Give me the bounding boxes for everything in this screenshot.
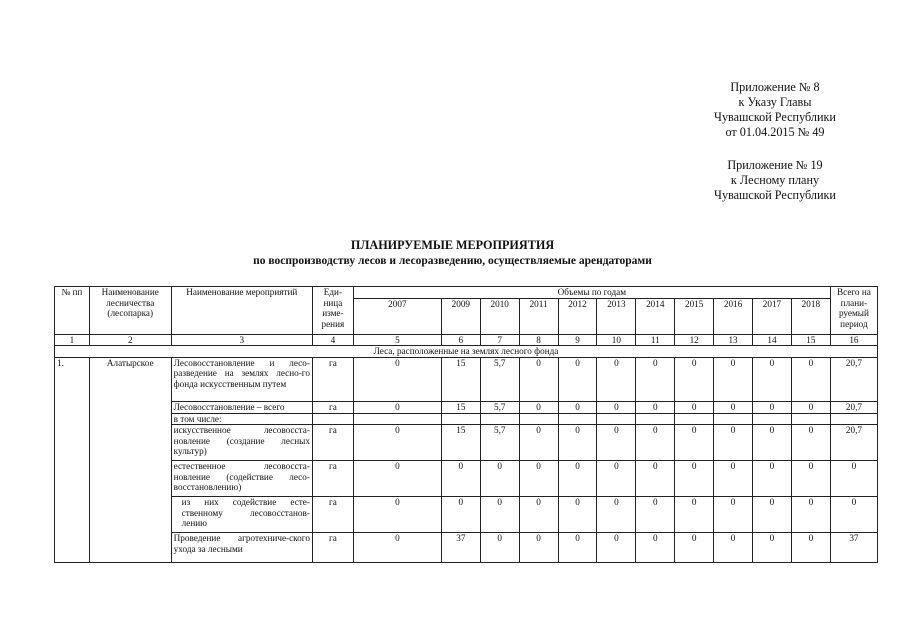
header-year: 2014	[636, 298, 675, 334]
value-cell: 0	[636, 401, 675, 413]
header-year: 2017	[753, 298, 792, 334]
value-cell	[675, 413, 714, 425]
column-number: 7	[480, 334, 519, 346]
total-cell: 0	[830, 461, 877, 497]
table-row	[55, 357, 878, 401]
total-cell: 20,7	[830, 357, 877, 401]
value-cell: 0	[519, 533, 558, 563]
unit-cell: га	[312, 357, 353, 401]
column-number: 2	[89, 334, 171, 346]
column-number: 15	[791, 334, 830, 346]
annex-upper-line4: от 01.04.2015 № 49	[725, 125, 825, 139]
value-cell: 0	[480, 461, 519, 497]
column-number: 4	[312, 334, 353, 346]
column-number: 1	[55, 334, 90, 346]
value-cell: 0	[480, 497, 519, 533]
column-number: 3	[171, 334, 312, 346]
column-number-row	[55, 334, 878, 346]
annex-upper	[640, 80, 905, 140]
value-cell: 0	[714, 497, 753, 533]
value-cell: 0	[636, 357, 675, 401]
header-year: 2012	[558, 298, 597, 334]
value-cell: 0	[791, 497, 830, 533]
value-cell: 0	[636, 461, 675, 497]
value-cell: 0	[519, 425, 558, 461]
annex-upper-line1: Приложение № 8	[730, 80, 820, 94]
header-total: Всего на плани-руемый период	[830, 287, 877, 335]
measure-name: Лесовосстановление и лесо-разведение на землях лесно-го фонда искусственным путем	[171, 357, 312, 401]
value-cell: 0	[353, 401, 441, 413]
value-cell: 0	[558, 357, 597, 401]
value-cell: 0	[791, 461, 830, 497]
measure-name: искусственное лесовосста-новление (создание лесных культур)	[171, 425, 312, 461]
column-number: 11	[636, 334, 675, 346]
value-cell: 0	[791, 425, 830, 461]
section-row	[55, 346, 878, 358]
annex-lower-line1: Приложение № 19	[727, 158, 823, 172]
header-no: № пп	[55, 287, 90, 335]
header-year: 2011	[519, 298, 558, 334]
data-rows	[55, 357, 878, 563]
column-number: 6	[441, 334, 480, 346]
value-cell: 0	[353, 497, 441, 533]
value-cell: 0	[441, 461, 480, 497]
value-cell: 0	[558, 401, 597, 413]
measure-name: в том числе:	[171, 413, 312, 425]
value-cell: 0	[597, 401, 636, 413]
forestry-name: Алатырское	[89, 357, 171, 563]
value-cell: 0	[636, 425, 675, 461]
header-unit: Еди-ница изме-рения	[312, 287, 353, 335]
value-cell	[753, 413, 792, 425]
annex-upper-line2: к Указу Главы	[738, 95, 812, 109]
measure-name: Лесовосстановление – всего	[171, 401, 312, 413]
header-year: 2016	[714, 298, 753, 334]
value-cell: 0	[441, 497, 480, 533]
unit-cell: га	[312, 401, 353, 413]
header-forestry: Наименование лесничества (лесопарка)	[89, 287, 171, 335]
value-cell: 0	[597, 533, 636, 563]
value-cell: 0	[753, 401, 792, 413]
header-row-1	[55, 287, 878, 299]
value-cell: 0	[597, 461, 636, 497]
value-cell: 15	[441, 425, 480, 461]
annex-lower	[640, 158, 905, 203]
column-number: 14	[753, 334, 792, 346]
total-cell	[830, 413, 877, 425]
value-cell: 0	[675, 401, 714, 413]
value-cell: 0	[714, 425, 753, 461]
measure-name: естественное лесовосста-новление (содействие лесо-восстановлению)	[171, 461, 312, 497]
column-number: 9	[558, 334, 597, 346]
value-cell: 0	[597, 425, 636, 461]
header-year: 2009	[441, 298, 480, 334]
value-cell: 0	[714, 533, 753, 563]
total-cell: 37	[830, 533, 877, 563]
value-cell: 0	[353, 533, 441, 563]
value-cell: 0	[675, 425, 714, 461]
value-cell: 0	[675, 497, 714, 533]
value-cell: 0	[519, 357, 558, 401]
value-cell: 0	[353, 461, 441, 497]
column-number: 13	[714, 334, 753, 346]
value-cell: 0	[753, 461, 792, 497]
value-cell: 0	[753, 533, 792, 563]
value-cell	[791, 413, 830, 425]
value-cell	[558, 413, 597, 425]
measure-name: из них содействие есте-ственному лесовосстанов-лению	[171, 497, 312, 533]
table-row	[55, 401, 878, 413]
header-year: 2013	[597, 298, 636, 334]
table-row	[55, 461, 878, 497]
value-cell: 0	[353, 357, 441, 401]
value-cell: 0	[753, 497, 792, 533]
value-cell: 0	[519, 497, 558, 533]
document-title: ПЛАНИРУЕМЫЕ МЕРОПРИЯТИЯ	[350, 238, 555, 252]
unit-cell: га	[312, 533, 353, 563]
page-bottom	[0, 578, 905, 640]
measure-name: Проведение агротехниче-ского ухода за лесными	[171, 533, 312, 563]
value-cell: 0	[753, 425, 792, 461]
total-cell: 0	[830, 497, 877, 533]
value-cell: 0	[791, 533, 830, 563]
value-cell: 0	[675, 461, 714, 497]
value-cell: 0	[675, 533, 714, 563]
document-subtitle: по воспроизводству лесов и лесоразведению, осуществляемые арендаторами	[253, 255, 652, 267]
value-cell: 0	[597, 497, 636, 533]
value-cell: 0	[791, 357, 830, 401]
value-cell: 0	[519, 401, 558, 413]
value-cell: 0	[714, 461, 753, 497]
header-year: 2015	[675, 298, 714, 334]
value-cell	[597, 413, 636, 425]
value-cell: 0	[753, 357, 792, 401]
unit-cell: га	[312, 461, 353, 497]
value-cell: 0	[714, 357, 753, 401]
unit-cell: га	[312, 425, 353, 461]
table-row	[55, 413, 878, 425]
value-cell: 0	[636, 497, 675, 533]
annex-upper-line3: Чувашской Республики	[714, 110, 836, 124]
value-cell	[636, 413, 675, 425]
value-cell: 0	[791, 401, 830, 413]
value-cell: 5,7	[480, 357, 519, 401]
value-cell: 5,7	[480, 425, 519, 461]
value-cell: 0	[558, 497, 597, 533]
unit-cell: га	[312, 497, 353, 533]
plan-table	[54, 286, 878, 563]
header-year: 2018	[791, 298, 830, 334]
value-cell	[480, 413, 519, 425]
annex-lower-line2: к Лесному плану	[730, 173, 820, 187]
value-cell	[519, 413, 558, 425]
value-cell: 0	[353, 425, 441, 461]
value-cell: 0	[675, 357, 714, 401]
table-row	[55, 497, 878, 533]
value-cell: 5,7	[480, 401, 519, 413]
value-cell: 0	[558, 425, 597, 461]
column-number: 5	[353, 334, 441, 346]
annex-lower-line3: Чувашской Республики	[714, 188, 836, 202]
unit-cell	[312, 413, 353, 425]
header-volumes: Объемы по годам	[353, 287, 830, 299]
value-cell: 15	[441, 357, 480, 401]
section-title: Леса, расположенные на землях лесного фонда	[55, 346, 878, 358]
column-number: 12	[675, 334, 714, 346]
value-cell: 0	[714, 401, 753, 413]
total-cell: 20,7	[830, 401, 877, 413]
value-cell: 0	[519, 461, 558, 497]
forestry-number: 1.	[55, 357, 90, 563]
total-cell: 20,7	[830, 425, 877, 461]
table-row	[55, 533, 878, 563]
value-cell: 0	[480, 533, 519, 563]
column-number: 16	[830, 334, 877, 346]
value-cell: 37	[441, 533, 480, 563]
value-cell	[441, 413, 480, 425]
header-year: 2007	[353, 298, 441, 334]
value-cell	[714, 413, 753, 425]
value-cell: 0	[558, 533, 597, 563]
header-year: 2010	[480, 298, 519, 334]
value-cell	[353, 413, 441, 425]
table-row	[55, 425, 878, 461]
value-cell: 0	[636, 533, 675, 563]
column-number: 8	[519, 334, 558, 346]
value-cell: 0	[597, 357, 636, 401]
column-number: 10	[597, 334, 636, 346]
value-cell: 15	[441, 401, 480, 413]
header-measure: Наименование мероприятий	[171, 287, 312, 335]
value-cell: 0	[558, 461, 597, 497]
